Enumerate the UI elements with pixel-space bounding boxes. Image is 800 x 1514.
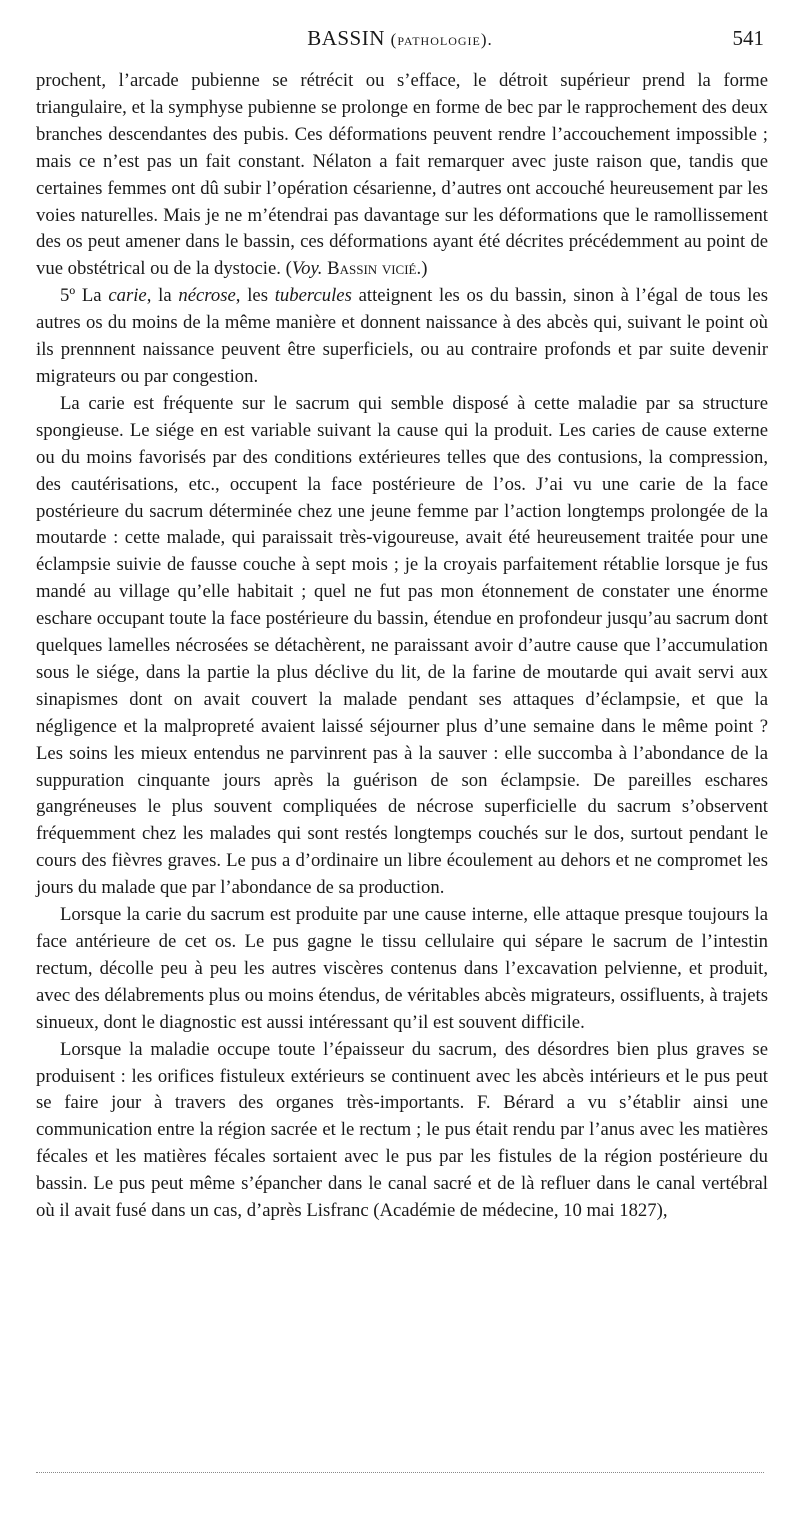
paragraph-p1: [36, 68, 768, 283]
text-run: , les: [235, 285, 275, 307]
text-run: Voy.: [291, 258, 323, 280]
footer-rule: [36, 1472, 764, 1473]
text-run: atteignent les os du bassin, sinon à l’égal de tous les autres os du moins de la même manière et donnent naissance à des abcès qui, suivant le point où ils prennnent naissance peuvent être superficiels, ou au contraire profonds et par suite devenir migrateurs ou par congestion.: [36, 285, 768, 387]
body-text: [36, 68, 768, 1225]
running-title-main: BASSIN: [307, 26, 385, 50]
running-title-sub: (pathologie).: [390, 30, 493, 49]
text-run: Lorsque la carie du sacrum est produite par une cause interne, elle attaque presque toujours la face antérieure de cet os. Le pus gagne le tissu cellulaire qui sépare le sacrum de l’intestin rectum, décolle peu à peu les autres viscères contenus dans l’excavation pelvienne, et produit, avec des délabrements plus ou moins étendus, de véritables abcès migrateurs, ossifluents, à trajets sinueux, dont le diagnostic est aussi intéressant qu’il est souvent difficile.: [36, 904, 768, 1033]
text-run: La carie est fréquente sur le sacrum qui semble disposé à cette maladie par sa structure spongieuse. Le siége en est variable suivant la cause qui la produit. Les caries de cause externe ou du moins favorisés par des conditions extérieures telles que des contusions, la compression, des cautérisations, etc., occupent la face postérieure de l’os. J’ai vu une carie de la face postérieure du sacrum déterminée chez une jeune femme par l’action longtemps prolongée de la moutarde : cette malade, qui paraissait très-vigoureuse, avait été heureusement traitée pour une éclampsie suivie de fausse couche à sept mois ; je la croyais parfaitement rétablie lorsque je fus mandé au village qu’elle habitait ; quel ne fut pas mon étonnement de constater une énorme eschare occupant toute la face postérieure du bassin, étendue en profondeur jusqu’au sacrum dont quelques lamelles nécrosées se détachèrent, ne paraissant avoir d’autre cause que l’accumulation sous le siége, dans la partie la plus déclive du lit, de la farine de moutarde qui avait servi aux sinapismes dont on avait couvert la malade pendant ses attaques d’éclampsie, et que la négligence et la malpropreté avaient laissé séjourner plus d’une semaine dans le même point ? Les soins les mieux entendus ne parvinrent pas à la sauver : elle succomba à l’abondance de la suppuration cinquante jours après la guérison de son éclampsie. De pareilles eschares gangréneuses le plus souvent compliquées de nécrose superficielle du sacrum s’observent fréquemment chez les malades qui sont restés longtemps couchés sur le dos, surtout pendant le cours des fièvres graves. Le pus a d’ordinaire un libre écoulement au dehors et ne compromet les jours du malade que par l’abondance de sa production.: [36, 392, 768, 899]
text-run: tubercules: [274, 285, 352, 307]
paragraph-p4: [36, 902, 768, 1037]
text-run: prochent, l’arcade pubienne se rétrécit ou s’efface, le détroit supérieur prend la forme triangulaire, et la symphyse pubienne se prolonge en forme de bec par le rapprochement des deux branches descendantes des pubis. Ces déformations peuvent rendre l’accouchement impossible ; mais ce n’est pas un fait constant. Nélaton a fait remarquer avec juste raison que, tandis que certaines femmes ont dû subir l’opération césarienne, d’autres ont accouché heureusement par les voies naturelles. Mais je ne m’étendrai pas davantage sur les déformations que le ramollissement des os peut amener dans le bassin, ces déformations ayant été décrites précédemment au point de vue obstétrical ou de la dystocie. (: [36, 70, 768, 280]
text-run: , la: [146, 285, 179, 307]
text-run: .): [416, 258, 428, 280]
text-run: Lorsque la maladie occupe toute l’épaisseur du sacrum, des désordres bien plus graves se produisent : les orifices fistuleux extérieurs se continuent avec les abcès intérieurs et le pus peut se faire jour à travers des organes très-importants. F. Bérard a vu s’établir ainsi une communication entre la région sacrée et le rectum ; le pus était rendu par l’anus avec les matières fécales et les matières fécales sortaient avec le pus par les fistules de la région postérieure du bassin. Le pus peut même s’épancher dans le canal sacré et de là refluer dans le canal vertébral où il avait fusé dans un cas, d’après Lisfranc (Académie de médecine, 10 mai 1827),: [36, 1038, 768, 1222]
paragraph-p3: [36, 391, 768, 902]
text-run: 5º La: [60, 285, 109, 307]
text-run: Bassin vicié: [327, 258, 417, 280]
page-number: 541: [732, 26, 764, 50]
text-run: carie: [108, 285, 147, 307]
paragraph-p2: [36, 283, 768, 391]
running-header: [36, 26, 764, 60]
paragraph-p5: [36, 1037, 768, 1225]
running-title: [36, 26, 764, 51]
text-run: nécrose: [178, 285, 236, 307]
